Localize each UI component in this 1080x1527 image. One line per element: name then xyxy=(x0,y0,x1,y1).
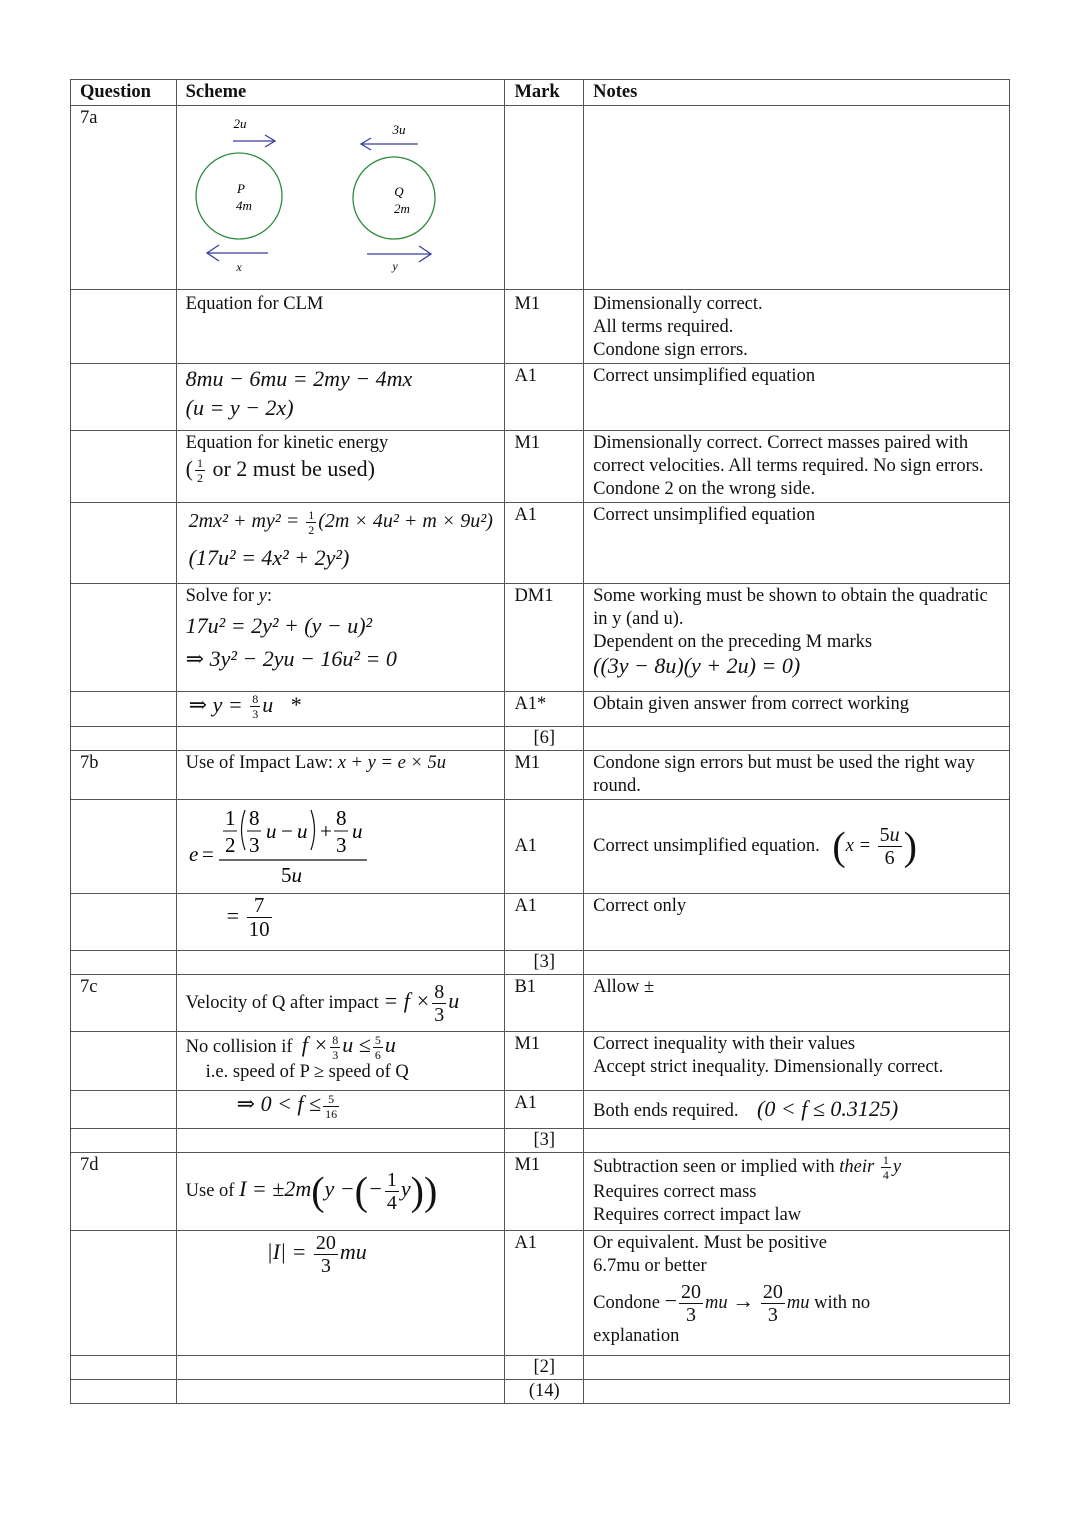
subtotal-mark: [3] xyxy=(505,1129,584,1153)
total-row xyxy=(71,1380,1010,1404)
equation: 17u² = 2y² + (y − u)² xyxy=(185,613,373,638)
svg-text:e: e xyxy=(188,842,198,866)
header-question: Question xyxy=(71,80,177,106)
svg-text:u: u xyxy=(351,819,363,843)
mark-code: A1 xyxy=(505,503,584,584)
q-velocity-before: 3u xyxy=(392,122,406,137)
mark-code: M1 xyxy=(505,1153,584,1231)
svg-text:−: − xyxy=(280,819,293,843)
e-fraction-equation xyxy=(189,802,479,886)
mark-scheme-table xyxy=(70,79,1010,1404)
subtotal-mark: [2] xyxy=(505,1356,584,1380)
scheme-cell: Velocity of Q after impact = f × $\frac{8}{3}$ u xyxy=(176,975,505,1032)
scheme-cell xyxy=(176,584,505,692)
mark-code: DM1 xyxy=(505,584,584,692)
notes-text: Condone sign errors but must be used the right way round. xyxy=(584,751,1010,800)
subtotal-row xyxy=(71,951,1010,975)
scheme-cell xyxy=(176,431,505,503)
p-mass: 4m xyxy=(235,198,252,213)
subtotal-row xyxy=(71,1356,1010,1380)
equation: 8mu − 6mu = 2my − 4mx xyxy=(185,366,413,391)
subtotal-row xyxy=(71,1129,1010,1153)
svg-text:3: 3 xyxy=(248,833,260,857)
header-notes: Notes xyxy=(584,80,1010,106)
scheme-cell xyxy=(176,894,505,951)
notes-cell xyxy=(584,290,1010,364)
header-row xyxy=(71,80,1010,106)
p-velocity-after: x xyxy=(235,260,242,274)
mark-code: M1 xyxy=(505,290,584,364)
scheme-text: Solve for y: xyxy=(185,586,272,606)
table-row xyxy=(71,1091,1010,1129)
q-mass: 2m xyxy=(393,201,410,216)
table-row xyxy=(71,364,1010,431)
notes-cell xyxy=(584,1032,1010,1091)
mark-code: A1 xyxy=(505,1231,584,1356)
table-row xyxy=(71,1153,1010,1231)
equation: ⇒ 3y² − 2yu − 16u² = 0 xyxy=(185,646,397,671)
svg-text:3: 3 xyxy=(335,833,347,857)
notes-cell xyxy=(584,584,1010,692)
subtotal-row xyxy=(71,727,1010,751)
svg-text:u: u xyxy=(296,819,308,843)
scheme-text: ( $\frac{1}{2}$ or 2 must be used) xyxy=(185,456,375,486)
subtotal-mark: [3] xyxy=(505,951,584,975)
notes-text: Dimensionally correct. Correct masses paired with correct velocities. All terms required. No sign errors. Condone 2 on the wrong side. xyxy=(584,431,1010,503)
total-mark: (14) xyxy=(505,1380,584,1404)
q-label: Q xyxy=(393,184,404,199)
notes-text: Obtain given answer from correct working xyxy=(584,692,1010,727)
svg-text:=: = xyxy=(201,842,214,866)
table-row xyxy=(71,106,1010,290)
note-line: Subtraction seen or implied with their $\frac{1}{4}$ y xyxy=(593,1153,902,1182)
table-row xyxy=(71,431,1010,503)
equation: 2mx² + my² = $\frac{1}{2}$ (2m × 4u² + m × 9u²) xyxy=(188,508,493,537)
svg-text:8: 8 xyxy=(335,806,347,830)
notes-cell: Both ends required. (0 < f ≤ 0.3125) xyxy=(584,1091,1010,1129)
note-line: All terms required. xyxy=(593,317,734,337)
mark-code: A1* xyxy=(505,692,584,727)
note-line: Accept strict inequality. Dimensionally correct. xyxy=(593,1057,944,1077)
table-row xyxy=(71,800,1010,894)
mark-code: A1 xyxy=(505,1091,584,1129)
mark-code: M1 xyxy=(505,1032,584,1091)
scheme-cell: Use of Impact Law: x + y = e × 5u xyxy=(176,751,505,800)
scheme-text: No collision if f × $\frac{8}{3}$ u ≤ $\frac{5}{6}$ u xyxy=(185,1032,396,1063)
table-row xyxy=(71,290,1010,364)
notes-cell xyxy=(584,1231,1010,1356)
scheme-cell: ⇒ 0 < f ≤ $\frac{5}{16}$ xyxy=(176,1091,505,1129)
svg-text:+: + xyxy=(319,819,332,843)
subtotal-mark: [6] xyxy=(505,727,584,751)
collision-diagram xyxy=(177,106,477,282)
header-scheme: Scheme xyxy=(176,80,505,106)
equation: ⇒ y = $\frac{8}{3}$ u * xyxy=(188,692,301,722)
sphere-p xyxy=(196,153,282,239)
mark-code: B1 xyxy=(505,975,584,1032)
scheme-text: Equation for kinetic energy xyxy=(185,433,389,453)
question-label: 7a xyxy=(71,106,177,290)
note-line: Condone − $\frac{20}{3}$ mu → $\frac{20}{3}$ mu with no xyxy=(593,1281,871,1326)
equation: = $\frac{7}{10}$ xyxy=(226,893,270,941)
scheme-cell xyxy=(176,503,505,584)
note-line: Requires correct mass xyxy=(593,1182,757,1202)
svg-text:1: 1 xyxy=(224,806,236,830)
notes-text: Allow ± xyxy=(584,975,1010,1032)
note-line: Dimensionally correct. xyxy=(593,294,763,314)
note-line: Condone sign errors. xyxy=(593,340,748,360)
mark-code: M1 xyxy=(505,431,584,503)
table-row xyxy=(71,1032,1010,1091)
scheme-cell xyxy=(176,692,505,727)
table-row xyxy=(71,692,1010,727)
table-row xyxy=(71,503,1010,584)
question-label: 7c xyxy=(71,975,177,1032)
mark-code: A1 xyxy=(505,364,584,431)
table-row xyxy=(71,751,1010,800)
note-line: explanation xyxy=(593,1326,680,1346)
notes-text: Correct only xyxy=(584,894,1010,951)
table-row xyxy=(71,1231,1010,1356)
svg-text:u: u xyxy=(265,819,277,843)
notes-cell xyxy=(584,1153,1010,1231)
equation: (17u² = 4x² + 2y²) xyxy=(188,545,350,570)
mark-code: M1 xyxy=(505,751,584,800)
header-mark: Mark xyxy=(505,80,584,106)
scheme-cell: |I| = $\frac{20}{3}$ mu xyxy=(176,1231,505,1356)
note-line: ((3y − 8u)(y + 2u) = 0) xyxy=(593,653,801,678)
note-line: Some working must be shown to obtain the quadratic in y (and u). xyxy=(593,586,988,629)
equation: (u = y − 2x) xyxy=(185,395,294,420)
question-label: 7b xyxy=(71,751,177,800)
notes-cell: Correct unsimplified equation. (x = $\frac{5u}{6}$ ) xyxy=(584,800,1010,894)
svg-text:8: 8 xyxy=(248,806,260,830)
mark-code: A1 xyxy=(505,800,584,894)
equation: |I| = xyxy=(266,1238,312,1264)
p-velocity-before: 2u xyxy=(233,116,247,131)
question-label: 7d xyxy=(71,1153,177,1231)
svg-text:2: 2 xyxy=(224,833,236,857)
table-row xyxy=(71,584,1010,692)
svg-text:5u: 5u xyxy=(280,863,302,886)
table-row xyxy=(71,894,1010,951)
scheme-cell xyxy=(176,800,505,894)
table-row xyxy=(71,975,1010,1032)
mark-code: A1 xyxy=(505,894,584,951)
notes-text: Correct unsimplified equation xyxy=(584,503,1010,584)
scheme-cell: Use of I = ±2m(y −(− $\frac{1}{4}$ y)) xyxy=(176,1153,505,1231)
scheme-cell xyxy=(176,364,505,431)
scheme-cell xyxy=(176,1032,505,1091)
note-line: Correct inequality with their values xyxy=(593,1034,856,1054)
note-line: Dependent on the preceding M marks xyxy=(593,632,873,652)
note-line: 6.7mu or better xyxy=(593,1256,707,1276)
note-line: Requires correct impact law xyxy=(593,1205,802,1225)
scheme-text: i.e. speed of P ≥ speed of Q xyxy=(205,1062,409,1083)
note-line: Or equivalent. Must be positive xyxy=(593,1233,827,1253)
notes-text: Correct unsimplified equation xyxy=(584,364,1010,431)
p-label: P xyxy=(236,181,245,196)
scheme-text: Equation for CLM xyxy=(176,290,505,364)
q-velocity-after: y xyxy=(391,259,398,273)
